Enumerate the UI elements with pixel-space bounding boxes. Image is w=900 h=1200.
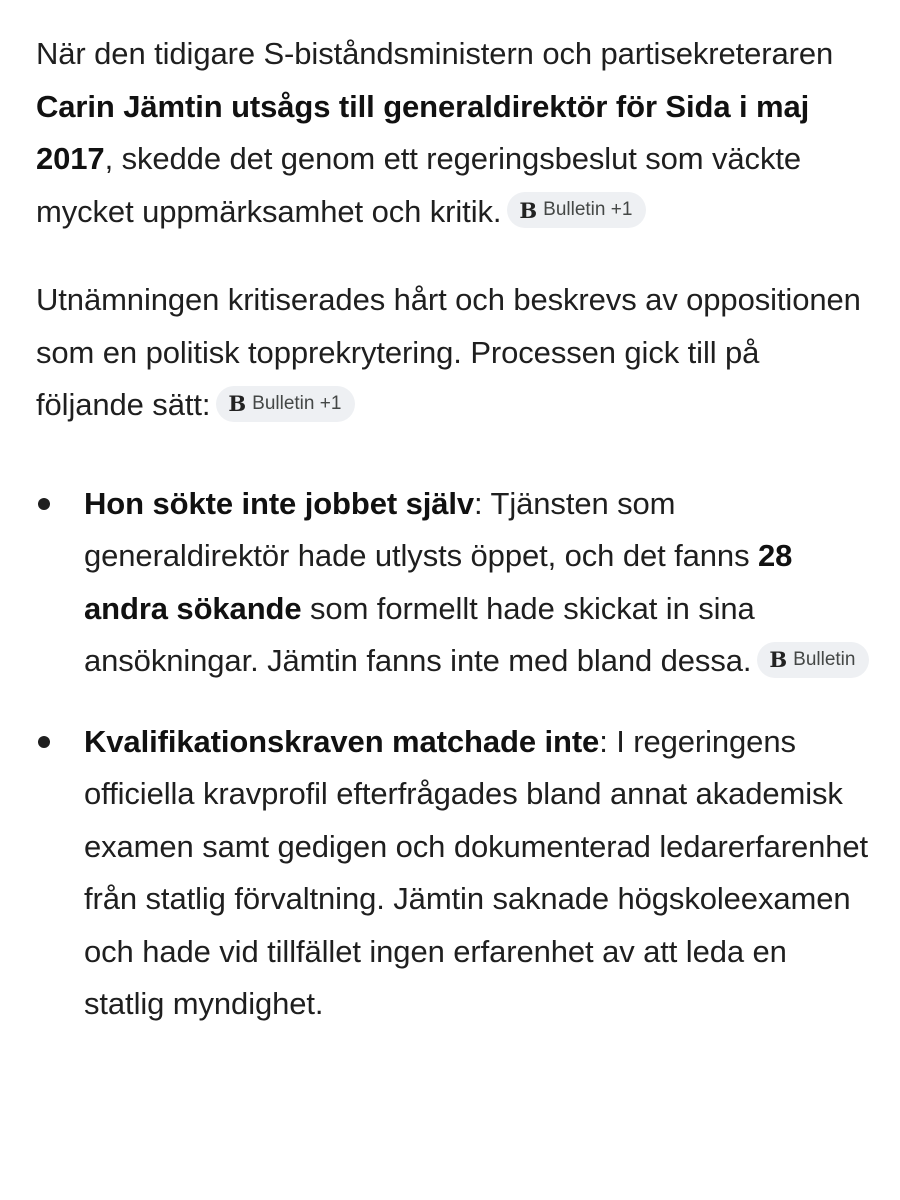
list-item-text: : I regeringens officiella kravprofil efterfrågades bland annat akademisk examen samt gedigen och dokumenterad ledarerfarenhet från statlig förvaltning. Jämtin saknade högskoleexamen och hade vid tillfället ingen erfarenhet av att leda en statlig myndighet.	[84, 723, 869, 1021]
source-chip-label: Bulletin +1	[252, 392, 342, 414]
paragraph-intro-text-2: , skedde det genom ett regeringsbeslut som väckte mycket uppmärksamhet och kritik.	[36, 141, 802, 229]
bullet-dot-icon	[38, 736, 50, 748]
bulletin-logo-icon: B	[228, 391, 247, 417]
paragraph-criticism-text: Utnämningen kritiserades hårt och beskrevs av oppositionen som en politisk topprekrytering. Processen gick till på följande sätt:	[36, 282, 861, 422]
bulletin-logo-icon: B	[519, 197, 538, 223]
process-bullet-list	[36, 478, 870, 1031]
list-item	[36, 716, 870, 1031]
list-item-text-2: som formellt hade skickat in sina ansökningar. Jämtin fanns inte med bland dessa.	[84, 590, 755, 678]
paragraph-intro-bold: Carin Jämtin utsågs till generaldirektör för Sida i maj 2017	[36, 88, 810, 176]
paragraph-intro-text-1: När den tidigare S-biståndsministern och partisekreteraren	[36, 36, 834, 71]
source-chip-bulletin[interactable]	[507, 192, 646, 228]
list-item-heading: Kvalifikationskraven matchade inte	[84, 723, 600, 759]
paragraph-criticism	[36, 274, 870, 432]
paragraph-intro	[36, 28, 870, 238]
bulletin-logo-icon: B	[769, 647, 788, 673]
source-chip-bulletin[interactable]	[757, 642, 869, 678]
list-item-heading: Hon sökte inte jobbet själv	[84, 485, 475, 521]
source-chip-bulletin[interactable]	[216, 386, 355, 422]
bullet-dot-icon	[38, 498, 50, 510]
source-chip-label: Bulletin +1	[543, 199, 633, 221]
list-item-text-1: : Tjänsten som generaldirektör hade utlysts öppet, och det fanns	[84, 485, 758, 573]
list-item-bold: 28 andra sökande	[84, 538, 793, 626]
source-chip-label: Bulletin	[793, 648, 856, 670]
list-item	[36, 478, 870, 688]
